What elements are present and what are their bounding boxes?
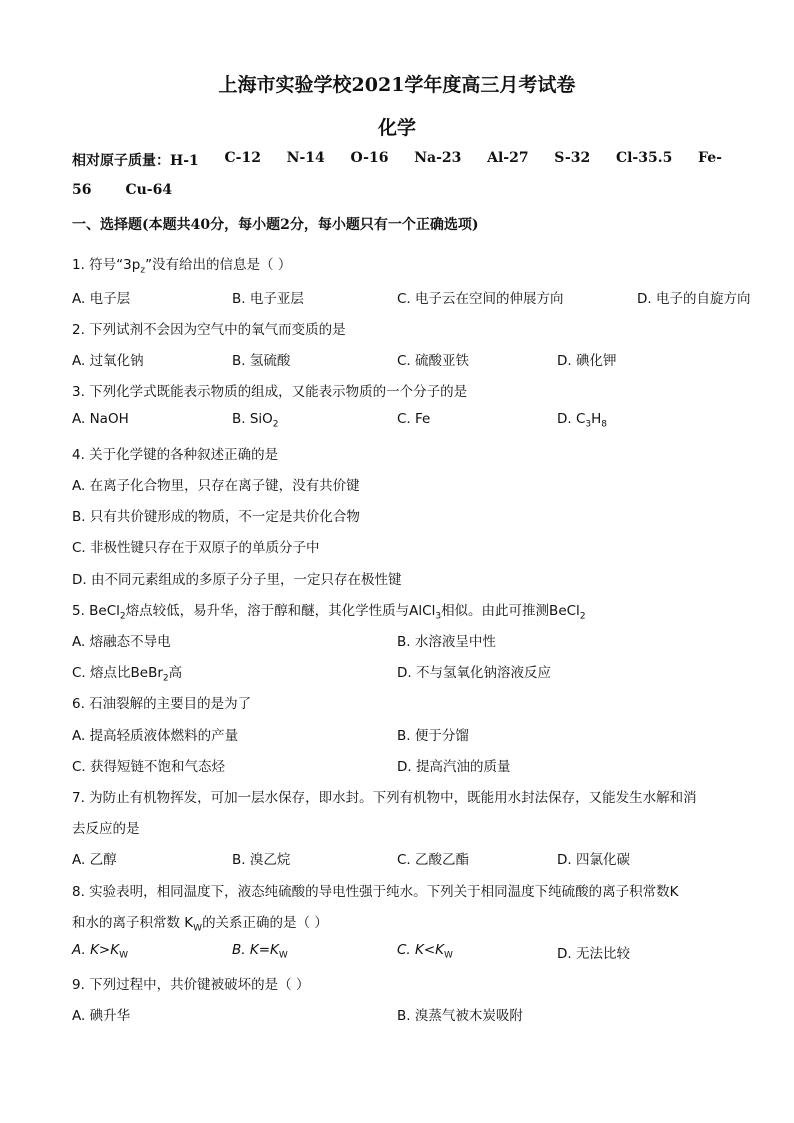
q5-option-c-text: C. 熔点比BeBr	[72, 665, 163, 681]
q3-option-d-text: D. C	[557, 411, 586, 427]
q7-options	[72, 848, 732, 868]
q1-option-b[interactable]: B. 电子亚层	[232, 291, 304, 307]
q2-options	[72, 349, 732, 369]
subscript: 2	[119, 611, 126, 622]
q6-option-b[interactable]: B. 便于分馏	[397, 728, 469, 744]
q7-option-b[interactable]: B. 溴乙烷	[232, 852, 291, 868]
mass-item: Cu-64	[125, 182, 173, 198]
q7-option-c[interactable]: C. 乙酸乙酯	[397, 852, 470, 868]
q8-stem-line1: 8. 实验表明，相同温度下，液态纯硫酸的导电性强于纯水。下列关于相同温度下纯硫酸的离子积常数K	[72, 884, 679, 900]
q1-stem	[72, 253, 291, 276]
q8-option-c-text: C. K<K	[397, 942, 445, 958]
q5-options-row2	[72, 661, 732, 684]
q2-stem: 2. 下列试剂不会因为空气中的氧气而变质的是	[72, 322, 346, 338]
q3-option-d[interactable]	[557, 411, 607, 430]
q6-options-row1	[72, 724, 732, 744]
mass-item: C-12	[224, 150, 261, 166]
q4-option-c[interactable]: C. 非极性键只存在于双原子的单质分子中	[72, 540, 320, 556]
subscript: W	[119, 950, 128, 961]
q8-option-b[interactable]	[232, 942, 288, 961]
q1-option-d[interactable]: D. 电子的自旋方向	[637, 291, 751, 307]
mass-item: Fe-	[698, 150, 722, 166]
mass-item: Cl-35.5	[615, 150, 673, 166]
q6-stem: 6. 石油裂解的主要目的是为了	[72, 696, 252, 712]
mass-item: Al-27	[487, 150, 529, 166]
q5-option-b[interactable]: B. 水溶液呈中性	[397, 634, 496, 650]
subscript: 8	[601, 419, 608, 430]
exam-title: 上海市实验学校2021学年度高三月考试卷	[218, 74, 576, 96]
atomic-masses	[72, 150, 722, 198]
q1-stem-text: 1. 符号“3p	[72, 257, 141, 273]
subscript: W	[444, 950, 453, 961]
q1-stem-text: ”没有给出的信息是（ ）	[145, 257, 292, 273]
q8-option-d[interactable]: D. 无法比较	[557, 946, 630, 962]
q8-stem-text: 的关系正确的是（ ）	[202, 915, 328, 931]
q2-option-b[interactable]: B. 氢硫酸	[232, 353, 291, 369]
q3-options	[72, 411, 732, 431]
mass-label: 相对原子质量：H-1	[72, 153, 199, 169]
q6-option-a[interactable]: A. 提高轻质液体燃料的产量	[72, 728, 239, 744]
q1-option-c[interactable]: C. 电子云在空间的伸展方向	[397, 291, 564, 307]
subscript: W	[278, 950, 288, 961]
q8-stem-text: 和水的离子积常数 K	[72, 915, 194, 931]
q8-option-c[interactable]	[397, 942, 453, 961]
subscript: 2	[162, 673, 169, 684]
q9-options	[72, 1004, 732, 1024]
q3-option-c[interactable]: C. Fe	[397, 411, 431, 427]
q3-option-d-text: H	[591, 411, 602, 427]
q3-option-a[interactable]: A. NaOH	[72, 411, 129, 427]
mass-item: 56	[72, 182, 92, 198]
subject-title: 化学	[377, 117, 416, 139]
q6-options-row2	[72, 755, 732, 775]
q3-option-b[interactable]	[232, 411, 279, 430]
q1-options	[72, 287, 751, 307]
q9-option-b[interactable]: B. 溴蒸气被木炭吸附	[397, 1008, 523, 1024]
q5-option-a[interactable]: A. 熔融态不导电	[72, 634, 171, 650]
q3-option-b-text: B. SiO	[232, 411, 273, 427]
subscript: 3	[435, 611, 442, 622]
q7-option-a[interactable]: A. 乙醇	[72, 852, 117, 868]
q6-option-d[interactable]: D. 提高汽油的质量	[397, 759, 511, 775]
q5-stem-text: 5. BeCl	[72, 603, 120, 619]
q5-options-row1	[72, 630, 732, 650]
q9-stem: 9. 下列过程中，共价键被破坏的是（ ）	[72, 977, 310, 993]
subscript: W	[193, 923, 203, 934]
q8-option-a-text: A. K>K	[72, 942, 120, 958]
q8-stem-line2	[72, 911, 328, 934]
q1-subscript: z	[140, 265, 146, 276]
q5-option-d[interactable]: D. 不与氢氧化钠溶液反应	[397, 665, 551, 681]
q8-options	[72, 942, 732, 962]
mass-item: N-14	[286, 150, 325, 166]
q7-option-d[interactable]: D. 四氯化碳	[557, 852, 630, 868]
subscript: 2	[579, 611, 586, 622]
q2-option-d[interactable]: D. 碘化钾	[557, 353, 617, 369]
subscript: 2	[272, 419, 279, 430]
mass-item: S-32	[554, 150, 591, 166]
q2-option-c[interactable]: C. 硫酸亚铁	[397, 353, 470, 369]
q6-option-c[interactable]: C. 获得短链不饱和气态烃	[72, 759, 226, 775]
q5-option-c-text: 高	[168, 665, 183, 681]
q5-stem-text: 熔点较低，易升华，溶于醇和醚，其化学性质与AlCl	[125, 603, 436, 619]
mass-item: Na-23	[414, 150, 462, 166]
q5-stem-text: 相似。由此可推测BeCl	[441, 603, 580, 619]
mass-item: O-16	[350, 150, 389, 166]
q4-option-b[interactable]: B. 只有共价键形成的物质，不一定是共价化合物	[72, 509, 360, 525]
q2-option-a[interactable]: A. 过氧化钠	[72, 353, 144, 369]
q7-stem-line1: 7. 为防止有机物挥发，可加一层水保存，即水封。下列有机物中，既能用水封法保存，又能发生水解和消	[72, 790, 697, 806]
q8-option-b-text: B. K=K	[232, 942, 279, 958]
q1-option-a[interactable]: A. 电子层	[72, 291, 131, 307]
q5-option-c[interactable]	[72, 661, 182, 684]
q4-option-a[interactable]: A. 在离子化合物里，只存在离子键，没有共价键	[72, 478, 360, 494]
q5-stem	[72, 599, 586, 622]
section-title: 一、选择题(本题共40分，每小题2分，每小题只有一个正确选项)	[72, 217, 479, 233]
q9-option-a[interactable]: A. 碘升华	[72, 1008, 131, 1024]
q4-stem: 4. 关于化学键的各种叙述正确的是	[72, 447, 279, 463]
subscript: 3	[585, 419, 592, 430]
q3-stem: 3. 下列化学式既能表示物质的组成，又能表示物质的一个分子的是	[72, 384, 468, 400]
q8-option-a[interactable]	[72, 942, 128, 961]
q4-option-d[interactable]: D. 由不同元素组成的多原子分子里，一定只存在极性键	[72, 572, 402, 588]
q7-stem-line2: 去反应的是	[72, 821, 140, 837]
